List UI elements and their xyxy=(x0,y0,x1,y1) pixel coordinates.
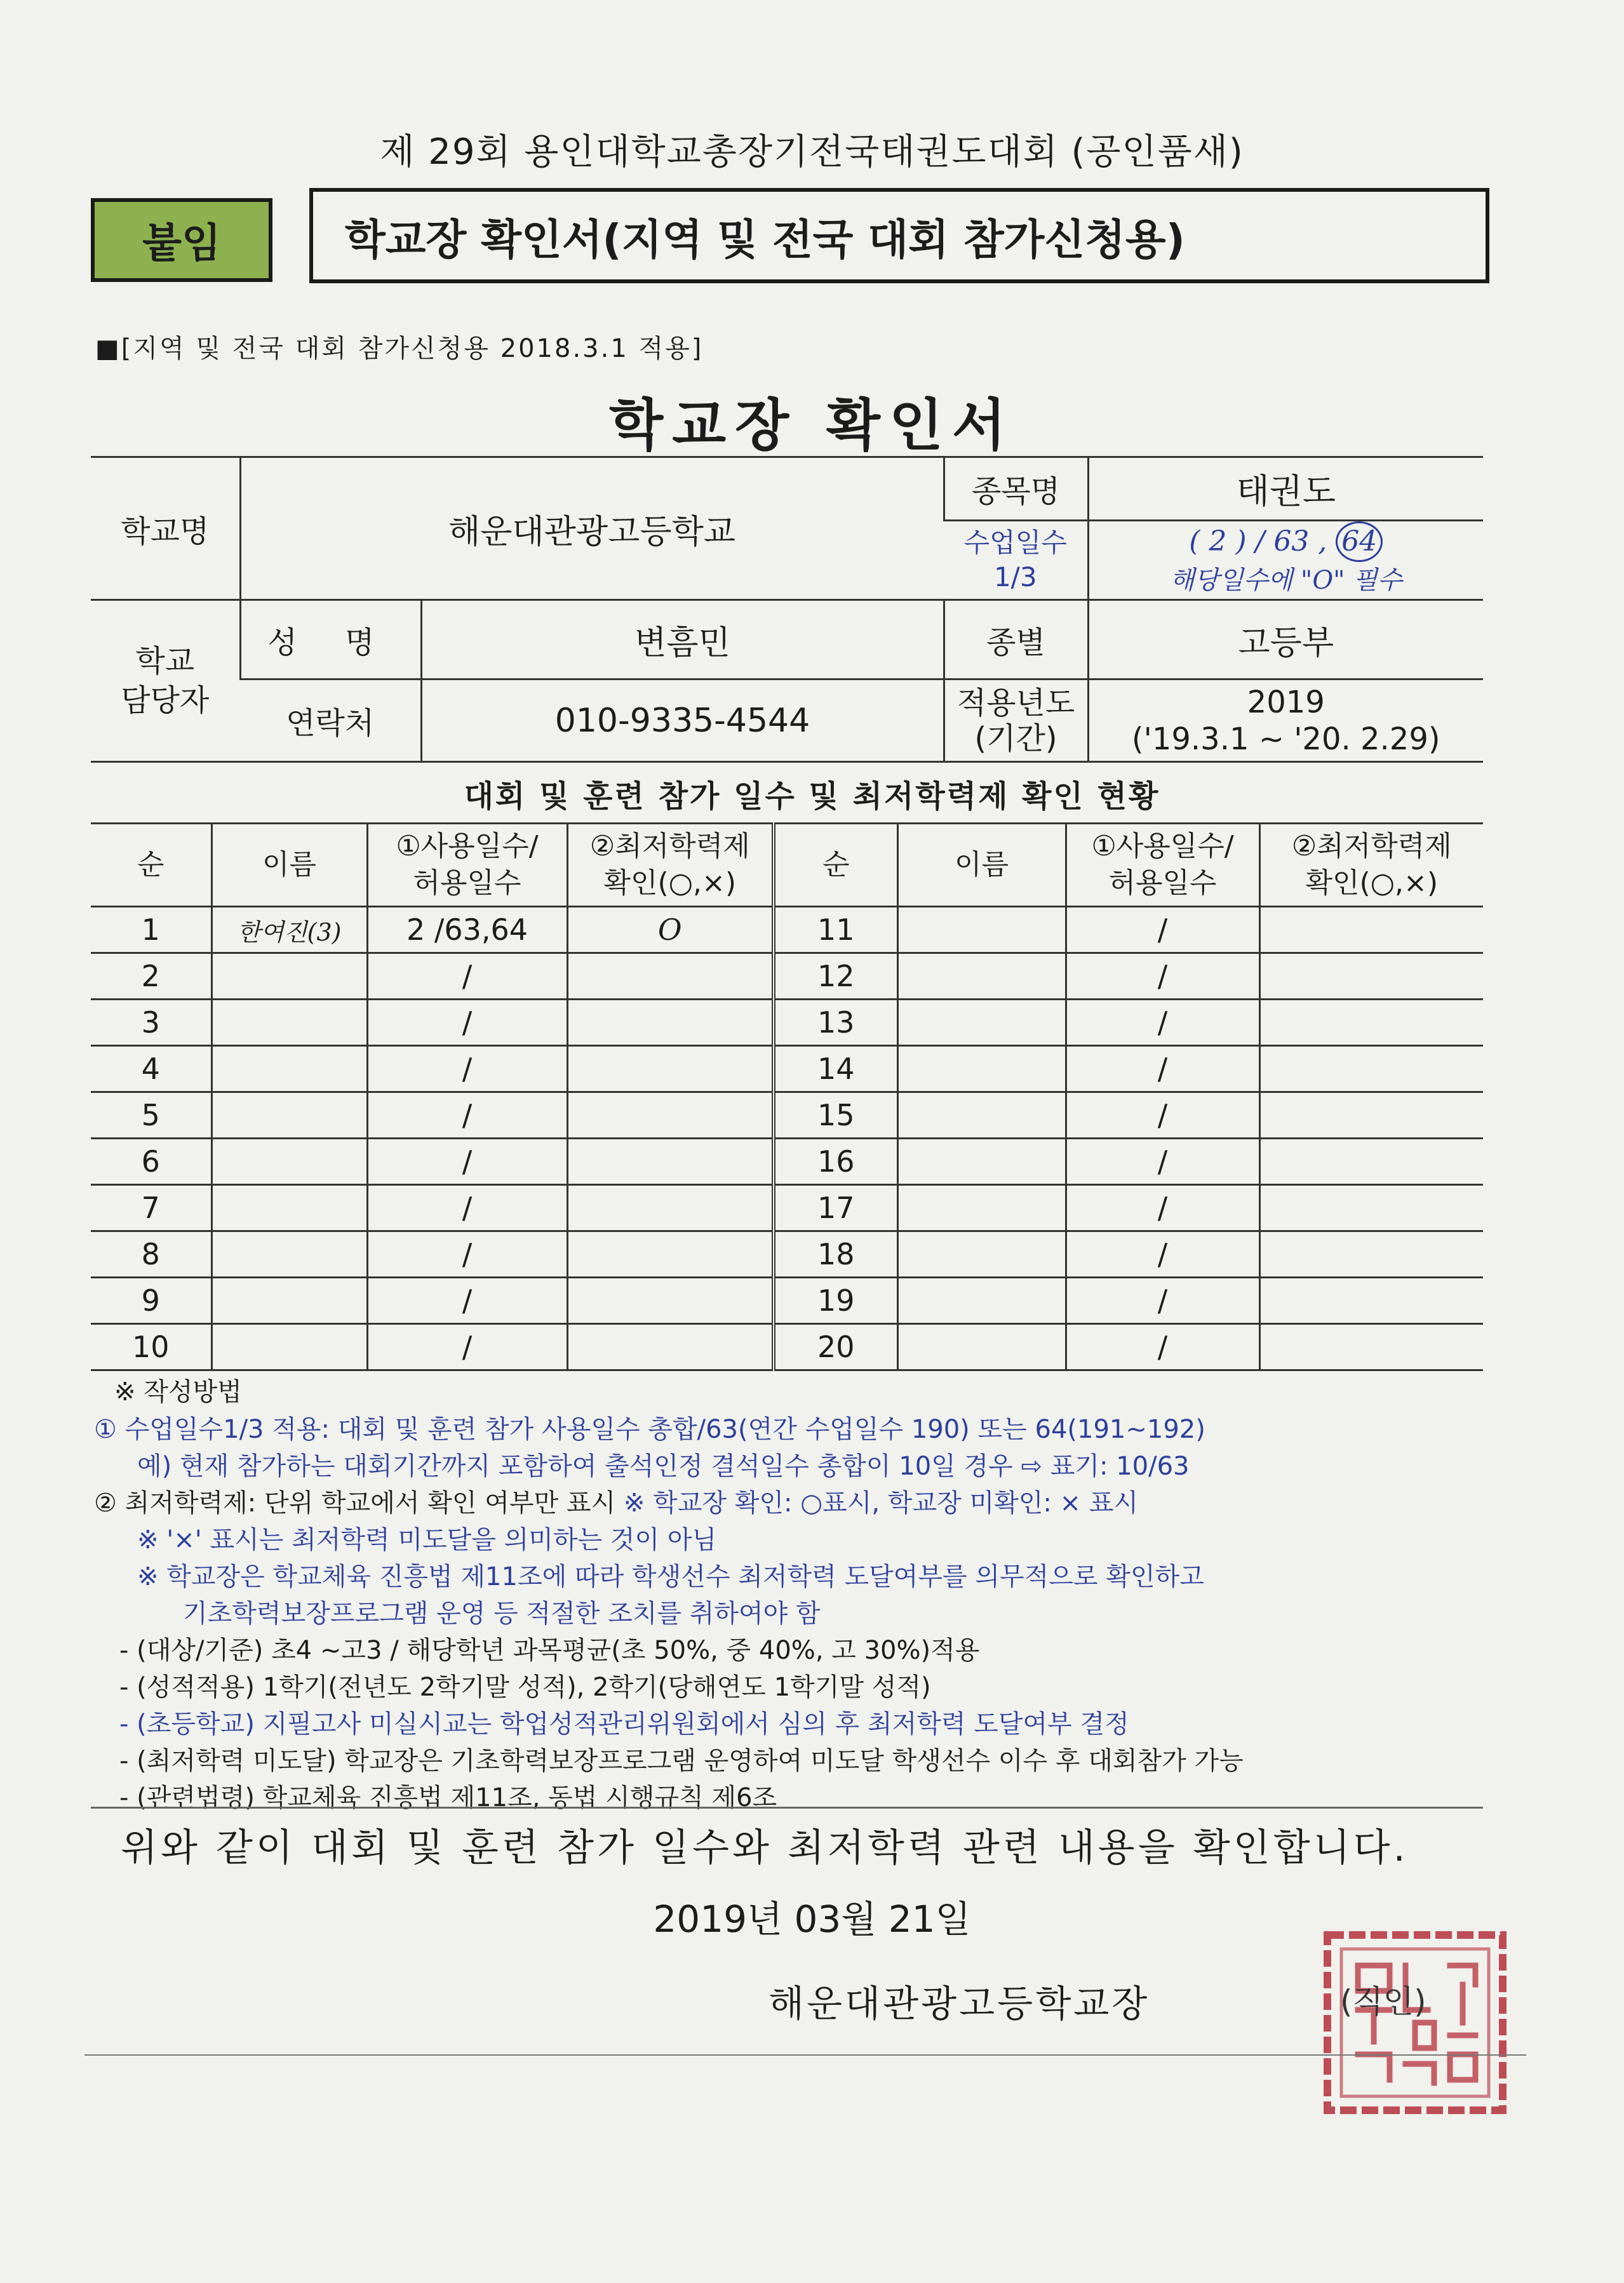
roster-row xyxy=(91,1139,1483,1185)
status-title: 대회 및 훈련 참가 일수 및 최저학력제 확인 현황 xyxy=(464,779,1160,814)
row-name-left xyxy=(211,1000,367,1046)
year-label xyxy=(944,680,1088,762)
row-no-left: 4 xyxy=(91,1046,211,1092)
document-title: 학교장 확인서(지역 및 전국 대회 참가신청용) xyxy=(309,188,1489,283)
guide-line-10: - (최저학력 미도달) 학교장은 기초학력보장프로그램 운영하여 미도달 학생선수 이수 후 대회참가 가능 xyxy=(119,1746,1244,1776)
row-name-left xyxy=(211,1046,367,1092)
header-no-left: 순 xyxy=(91,824,211,907)
row-check-left xyxy=(567,1046,774,1092)
roster-row xyxy=(91,1092,1483,1139)
row-days-left: / xyxy=(367,1139,567,1185)
row-check-right xyxy=(1259,1092,1483,1139)
row-check-right xyxy=(1259,1278,1483,1324)
roster-body xyxy=(91,907,1483,1370)
contact-label-line2: 담당자 xyxy=(121,683,210,718)
official-seal-icon xyxy=(1320,1927,1510,2118)
row-no-right: 15 xyxy=(774,1092,897,1139)
principal-name: 해운대관광고등학교장 xyxy=(768,1982,1150,2025)
row-no-right: 16 xyxy=(774,1139,897,1185)
row-name-left xyxy=(211,1092,367,1139)
row-name-left xyxy=(211,1324,367,1370)
event-value: 태권도 xyxy=(1088,457,1483,521)
school-label: 학교명 xyxy=(91,457,240,600)
row-check-left xyxy=(567,1000,774,1046)
row-days-left: / xyxy=(367,1046,567,1092)
row-no-right: 14 xyxy=(774,1046,897,1092)
row-name-right xyxy=(897,953,1066,1000)
year-label-line2: (기간) xyxy=(974,720,1057,756)
row-name-left: 한여진(3) xyxy=(211,907,367,953)
year-label-line1: 적용년도 xyxy=(956,685,1075,721)
row-days-left: / xyxy=(367,953,567,1000)
contact-label-line1: 학교 xyxy=(135,643,195,679)
row-name-right xyxy=(897,1324,1066,1370)
header-days-right xyxy=(1066,824,1259,907)
row-no-right: 12 xyxy=(774,953,897,1000)
days-value xyxy=(1088,521,1483,600)
event-label: 종목명 xyxy=(944,457,1088,521)
divider-top xyxy=(91,1807,1483,1809)
guide-line-2: 예) 현재 참가하는 대회기간까지 포함하여 출석인정 결석일수 총합이 10일 경우 ⇨ 표기: 10/63 xyxy=(137,1452,1190,1481)
row-days-left: / xyxy=(367,1324,567,1370)
row-no-right: 19 xyxy=(774,1278,897,1324)
roster-row xyxy=(91,1324,1483,1370)
division-value: 고등부 xyxy=(1088,600,1483,680)
row-check-left xyxy=(567,1324,774,1370)
header-days-left xyxy=(367,824,567,907)
row-days-right: / xyxy=(1066,907,1259,953)
header-check-left-1: ②최저학력제 xyxy=(589,830,750,862)
days-circled: 64 xyxy=(1336,521,1383,562)
guide-line-8: - (성적적용) 1학기(전년도 2학기말 성적), 2학기(당해연도 1학기말 성적) xyxy=(119,1673,931,1702)
header-check-left-2: 확인(○,×) xyxy=(603,867,737,899)
divider-bottom xyxy=(84,2054,1526,2056)
roster-row xyxy=(91,1278,1483,1324)
row-check-left xyxy=(567,1278,774,1324)
row-name-left xyxy=(211,1231,367,1278)
row-no-left: 1 xyxy=(91,907,211,953)
row-name-right xyxy=(897,1185,1066,1231)
header-check-right xyxy=(1259,824,1483,907)
year-number: 2019 xyxy=(1247,684,1325,720)
division-label: 종별 xyxy=(944,600,1088,680)
row-name-right xyxy=(897,1139,1066,1185)
row-no-right: 13 xyxy=(774,1000,897,1046)
row-name-right xyxy=(897,1278,1066,1324)
roster-row xyxy=(91,953,1483,1000)
row-days-left: / xyxy=(367,1092,567,1139)
row-name-right xyxy=(897,1092,1066,1139)
row-days-left: 2 /63,64 xyxy=(367,907,567,953)
row-no-left: 6 xyxy=(91,1139,211,1185)
header-days-right-2: 허용일수 xyxy=(1108,867,1217,899)
row-check-right xyxy=(1259,1324,1483,1370)
guide-line-4: ※ '×' 표시는 최저학력 미도달을 의미하는 것이 아님 xyxy=(137,1525,717,1555)
row-days-right: / xyxy=(1066,1324,1259,1370)
row-check-left xyxy=(567,953,774,1000)
days-note: 해당일수에 "O" 필수 xyxy=(1170,566,1402,595)
row-name-left xyxy=(211,1185,367,1231)
phone-label: 연락처 xyxy=(240,680,421,762)
row-name-right xyxy=(897,1231,1066,1278)
main-title: 학교장 확인서 xyxy=(609,392,1015,458)
row-name-right xyxy=(897,1000,1066,1046)
roster-row xyxy=(91,1185,1483,1231)
guide-line-3 xyxy=(94,1485,1510,1522)
row-days-right: / xyxy=(1066,1278,1259,1324)
row-name-left xyxy=(211,1278,367,1324)
row-no-left: 2 xyxy=(91,953,211,1000)
row-name-left xyxy=(211,953,367,1000)
roster-row xyxy=(91,1000,1483,1046)
row-no-left: 8 xyxy=(91,1231,211,1278)
row-no-left: 7 xyxy=(91,1185,211,1231)
guide-line-1: ① 수업일수1/3 적용: 대회 및 훈련 참가 사용일수 총합/63(연간 수업일수 190) 또는 64(191~192) xyxy=(94,1415,1205,1444)
roster-row xyxy=(91,907,1483,953)
header-name-left: 이름 xyxy=(211,824,367,907)
name-value: 변흠민 xyxy=(421,600,944,680)
header-days-left-2: 허용일수 xyxy=(413,867,521,899)
row-days-left: / xyxy=(367,1000,567,1046)
row-days-left: / xyxy=(367,1231,567,1278)
school-name: 해운대관광고등학교 xyxy=(240,457,944,600)
row-check-left xyxy=(567,1139,774,1185)
appendix-tag: 붙임 xyxy=(91,198,272,282)
guide-line-7: - (대상/기준) 초4 ~고3 / 해당학년 과목평균(초 50%, 중 40%, 고 30%)적용 xyxy=(119,1636,980,1665)
guide-title: ※ 작성방법 xyxy=(114,1377,242,1407)
row-days-right: / xyxy=(1066,1185,1259,1231)
header-check-left xyxy=(567,824,774,907)
row-check-left: O xyxy=(567,907,774,953)
row-days-right: / xyxy=(1066,1046,1259,1092)
row-days-right: / xyxy=(1066,1139,1259,1185)
guide-line-3a: ② 최저학력제: 단위 학교에서 확인 여부만 표시 xyxy=(94,1489,624,1518)
roster-row xyxy=(91,1231,1483,1278)
row-check-right xyxy=(1259,907,1483,953)
name-label: 성 명 xyxy=(240,600,421,680)
header-days-left-1: ①사용일수/ xyxy=(396,830,539,862)
row-no-left: 5 xyxy=(91,1092,211,1139)
event-title: 제 29회 용인대학교총장기전국태권도대회 (공인품새) xyxy=(380,131,1244,173)
row-no-left: 3 xyxy=(91,1000,211,1046)
row-check-right xyxy=(1259,1185,1483,1231)
days-label-line1: 수업일수 xyxy=(963,527,1067,558)
row-check-right xyxy=(1259,1139,1483,1185)
header-no-right: 순 xyxy=(774,824,897,907)
row-days-right: / xyxy=(1066,1231,1259,1278)
info-table xyxy=(91,456,1483,763)
row-check-right xyxy=(1259,953,1483,1000)
apply-note: ■[지역 및 전국 대회 참가신청용 2018.3.1 적용] xyxy=(95,334,704,363)
days-count: ( 2 ) / 63 , 64 xyxy=(1089,521,1484,562)
seal-label: (직인) xyxy=(1340,1983,1426,2020)
year-period: ('19.3.1 ~ '20. 2.29) xyxy=(1131,721,1440,757)
header-days-right-1: ①사용일수/ xyxy=(1091,830,1234,862)
row-no-left: 10 xyxy=(91,1324,211,1370)
row-check-left xyxy=(567,1092,774,1139)
row-no-right: 18 xyxy=(774,1231,897,1278)
year-value xyxy=(1088,680,1483,762)
days-label-line2: 1/3 xyxy=(993,561,1037,593)
row-name-right xyxy=(897,1046,1066,1092)
header-check-right-1: ②최저학력제 xyxy=(1291,830,1452,862)
row-no-left: 9 xyxy=(91,1278,211,1324)
guide-line-6: 기초학력보장프로그램 운영 등 적절한 조치를 취하여야 함 xyxy=(183,1599,821,1628)
row-no-right: 20 xyxy=(774,1324,897,1370)
row-name-left xyxy=(211,1139,367,1185)
roster-row xyxy=(91,1046,1483,1092)
row-check-right xyxy=(1259,1046,1483,1092)
guide-list xyxy=(94,1411,1510,1816)
row-check-left xyxy=(567,1231,774,1278)
guide-line-9: - (초등학교) 지필고사 미실시교는 학업성적관리위원회에서 심의 후 최저학력 도달여부 결정 xyxy=(119,1710,1129,1739)
contact-section-label xyxy=(91,600,240,762)
header-name-right: 이름 xyxy=(897,824,1066,907)
date: 2019년 03월 21일 xyxy=(653,1898,971,1941)
confirmation-statement: 위와 같이 대회 및 훈련 참가 일수와 최저학력 관련 내용을 확인합니다. xyxy=(121,1826,1409,1870)
row-check-right xyxy=(1259,1231,1483,1278)
row-check-right xyxy=(1259,1000,1483,1046)
header-check-right-2: 확인(○,×) xyxy=(1305,867,1439,899)
row-no-right: 17 xyxy=(774,1185,897,1231)
guide-line-11: - (관련법령) 학교체육 진흥법 제11조, 동법 시행규칙 제6조 xyxy=(119,1783,777,1812)
row-days-left: / xyxy=(367,1185,567,1231)
row-days-right: / xyxy=(1066,1092,1259,1139)
days-label xyxy=(944,521,1088,600)
row-days-right: / xyxy=(1066,1000,1259,1046)
phone-value: 010-9335-4544 xyxy=(421,680,944,762)
row-check-left xyxy=(567,1185,774,1231)
row-no-right: 11 xyxy=(774,907,897,953)
row-days-right: / xyxy=(1066,953,1259,1000)
roster-header xyxy=(91,824,1483,907)
row-name-right xyxy=(897,907,1066,953)
row-days-left: / xyxy=(367,1278,567,1324)
guide-line-3b: ※ 학교장 확인: ○표시, 학교장 미확인: × 표시 xyxy=(623,1489,1139,1518)
guide-line-5: ※ 학교장은 학교체육 진흥법 제11조에 따라 학생선수 최저학력 도달여부를 의무적으로 확인하고 xyxy=(137,1562,1204,1591)
roster-table xyxy=(91,822,1483,1371)
